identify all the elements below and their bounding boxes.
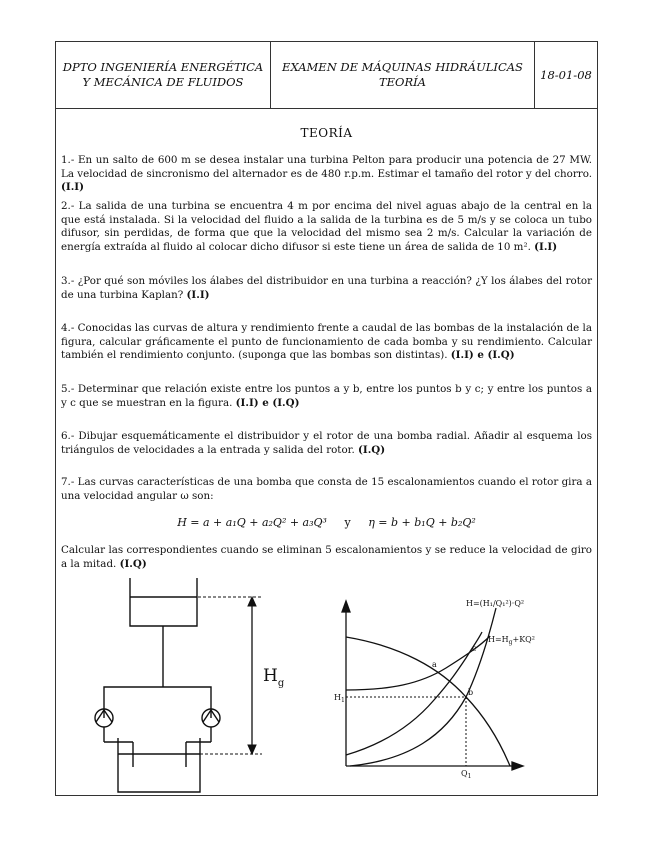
equation-separator: y — [344, 516, 351, 529]
head-equation: H = a + a₁Q + a₂Q² + a₃Q³ — [177, 516, 327, 529]
system-curve-label: $H=H_g+KQ^2$ — [488, 635, 535, 646]
system-curve — [346, 636, 490, 690]
installation-figure — [95, 578, 220, 792]
pump-curve-2 — [346, 632, 482, 755]
question-7-text: 7.- Las curvas características de una bomba que consta de 15 escalonamientos cuando el rotor gira a una velocidad angular ω son: — [61, 476, 592, 502]
hg-dimension — [198, 597, 262, 754]
y-axis-arrow — [342, 601, 350, 612]
question-2-text: 2.- La salida de una turbina se encuentra 4 m por encima del nivel aguas abajo de la central en la que está instalada. Si la velocidad del fluido a la salida de la turbina es de 5 m/s y se coloca un tubo difusor, sin perdidas, de forma que que la velocidad del mismo sea 2 m/s. Calcular la variación de energía extraída al fluido al colocar dicho difusor si este tiene un área de salida de 10 m². — [61, 200, 592, 253]
question-3-text: 3.- ¿Por qué son móviles los álabes del distribuidor en una turbina a reacción? ¿Y los álabes del rotor de una turbina Kaplan? — [61, 275, 592, 301]
question-2-tag: (I.I) — [534, 240, 558, 253]
question-7-followup-tag: (I.Q) — [119, 557, 147, 570]
hq-guides — [346, 697, 466, 766]
department-line-1: DPTO INGENIERÍA ENERGÉTICA — [62, 60, 264, 74]
parallel-pipes — [104, 687, 211, 718]
question-1-text: 1.- En un salto de 600 m se desea instalar una turbina Pelton para producir una potencia de 27 MW. La velocidad de sincronismo del alternador es de 480 r.p.m. Estimar el tamaño del rotor y del chorro. — [61, 154, 592, 180]
q1-label: $Q_1$ — [461, 769, 472, 780]
h1-label: $H_1$ — [334, 693, 345, 704]
exam-date: 18-01-08 — [540, 67, 592, 82]
x-axis-arrow — [512, 762, 523, 770]
question-4-text: 4.- Conocidas las curvas de altura y rendimiento frente a caudal de las bombas de la instalación de la figura, calcular gráficamente el punto de funcionamiento de cada bomba y su rendimiento. Calcular también el rendimiento conjunto. (suponga que las bombas son distintas). — [61, 322, 592, 361]
section-title: TEORÍA — [300, 126, 353, 140]
question-7-followup-text: Calcular las correspondientes cuando se eliminan 5 escalonamientos y se reduce la velocidad de giro a la mitad. — [61, 544, 592, 570]
point-a-label: a — [432, 660, 437, 669]
department-line-2: Y MECÁNICA DE FLUIDOS — [82, 75, 244, 89]
efficiency-equation: η = b + b₁Q + b₂Q² — [368, 516, 476, 529]
hg-label: $H_g$ — [263, 666, 285, 689]
parabola-curve — [350, 608, 496, 766]
point-c-label: c — [472, 644, 477, 653]
point-b-label: b — [468, 688, 474, 697]
hg-arrow-bottom — [248, 745, 256, 754]
question-5-text: 5.- Determinar que relación existe entre los puntos a y b, entre los puntos b y c; y entre los puntos a y c que se muestran en la figura. — [61, 383, 592, 409]
question-6-tag: (I.Q) — [358, 443, 386, 456]
exam-title-line-2: TEORÍA — [378, 75, 426, 89]
parabola-label: H=(H₁/Q₁²)·Q² — [466, 599, 525, 608]
question-3-tag: (I.I) — [186, 288, 210, 301]
upper-tank — [130, 578, 197, 626]
question-6-text: 6.- Dibujar esquemáticamente el distribuidor y el rotor de una bomba radial. Añadir al esquema los triángulos de velocidades a la entrada y salida del rotor. — [61, 430, 592, 456]
hq-diagram — [342, 601, 523, 770]
question-4-tag: (I.I) e (I.Q) — [450, 349, 515, 361]
question-5-tag: (I.I) e (I.Q) — [235, 396, 300, 409]
lower-tank — [118, 738, 200, 792]
question-1-tag: (I.I) — [61, 181, 84, 193]
hg-arrow-top — [248, 597, 256, 606]
exam-title-line-1: EXAMEN DE MÁQUINAS HIDRÁULICAS — [282, 60, 523, 74]
